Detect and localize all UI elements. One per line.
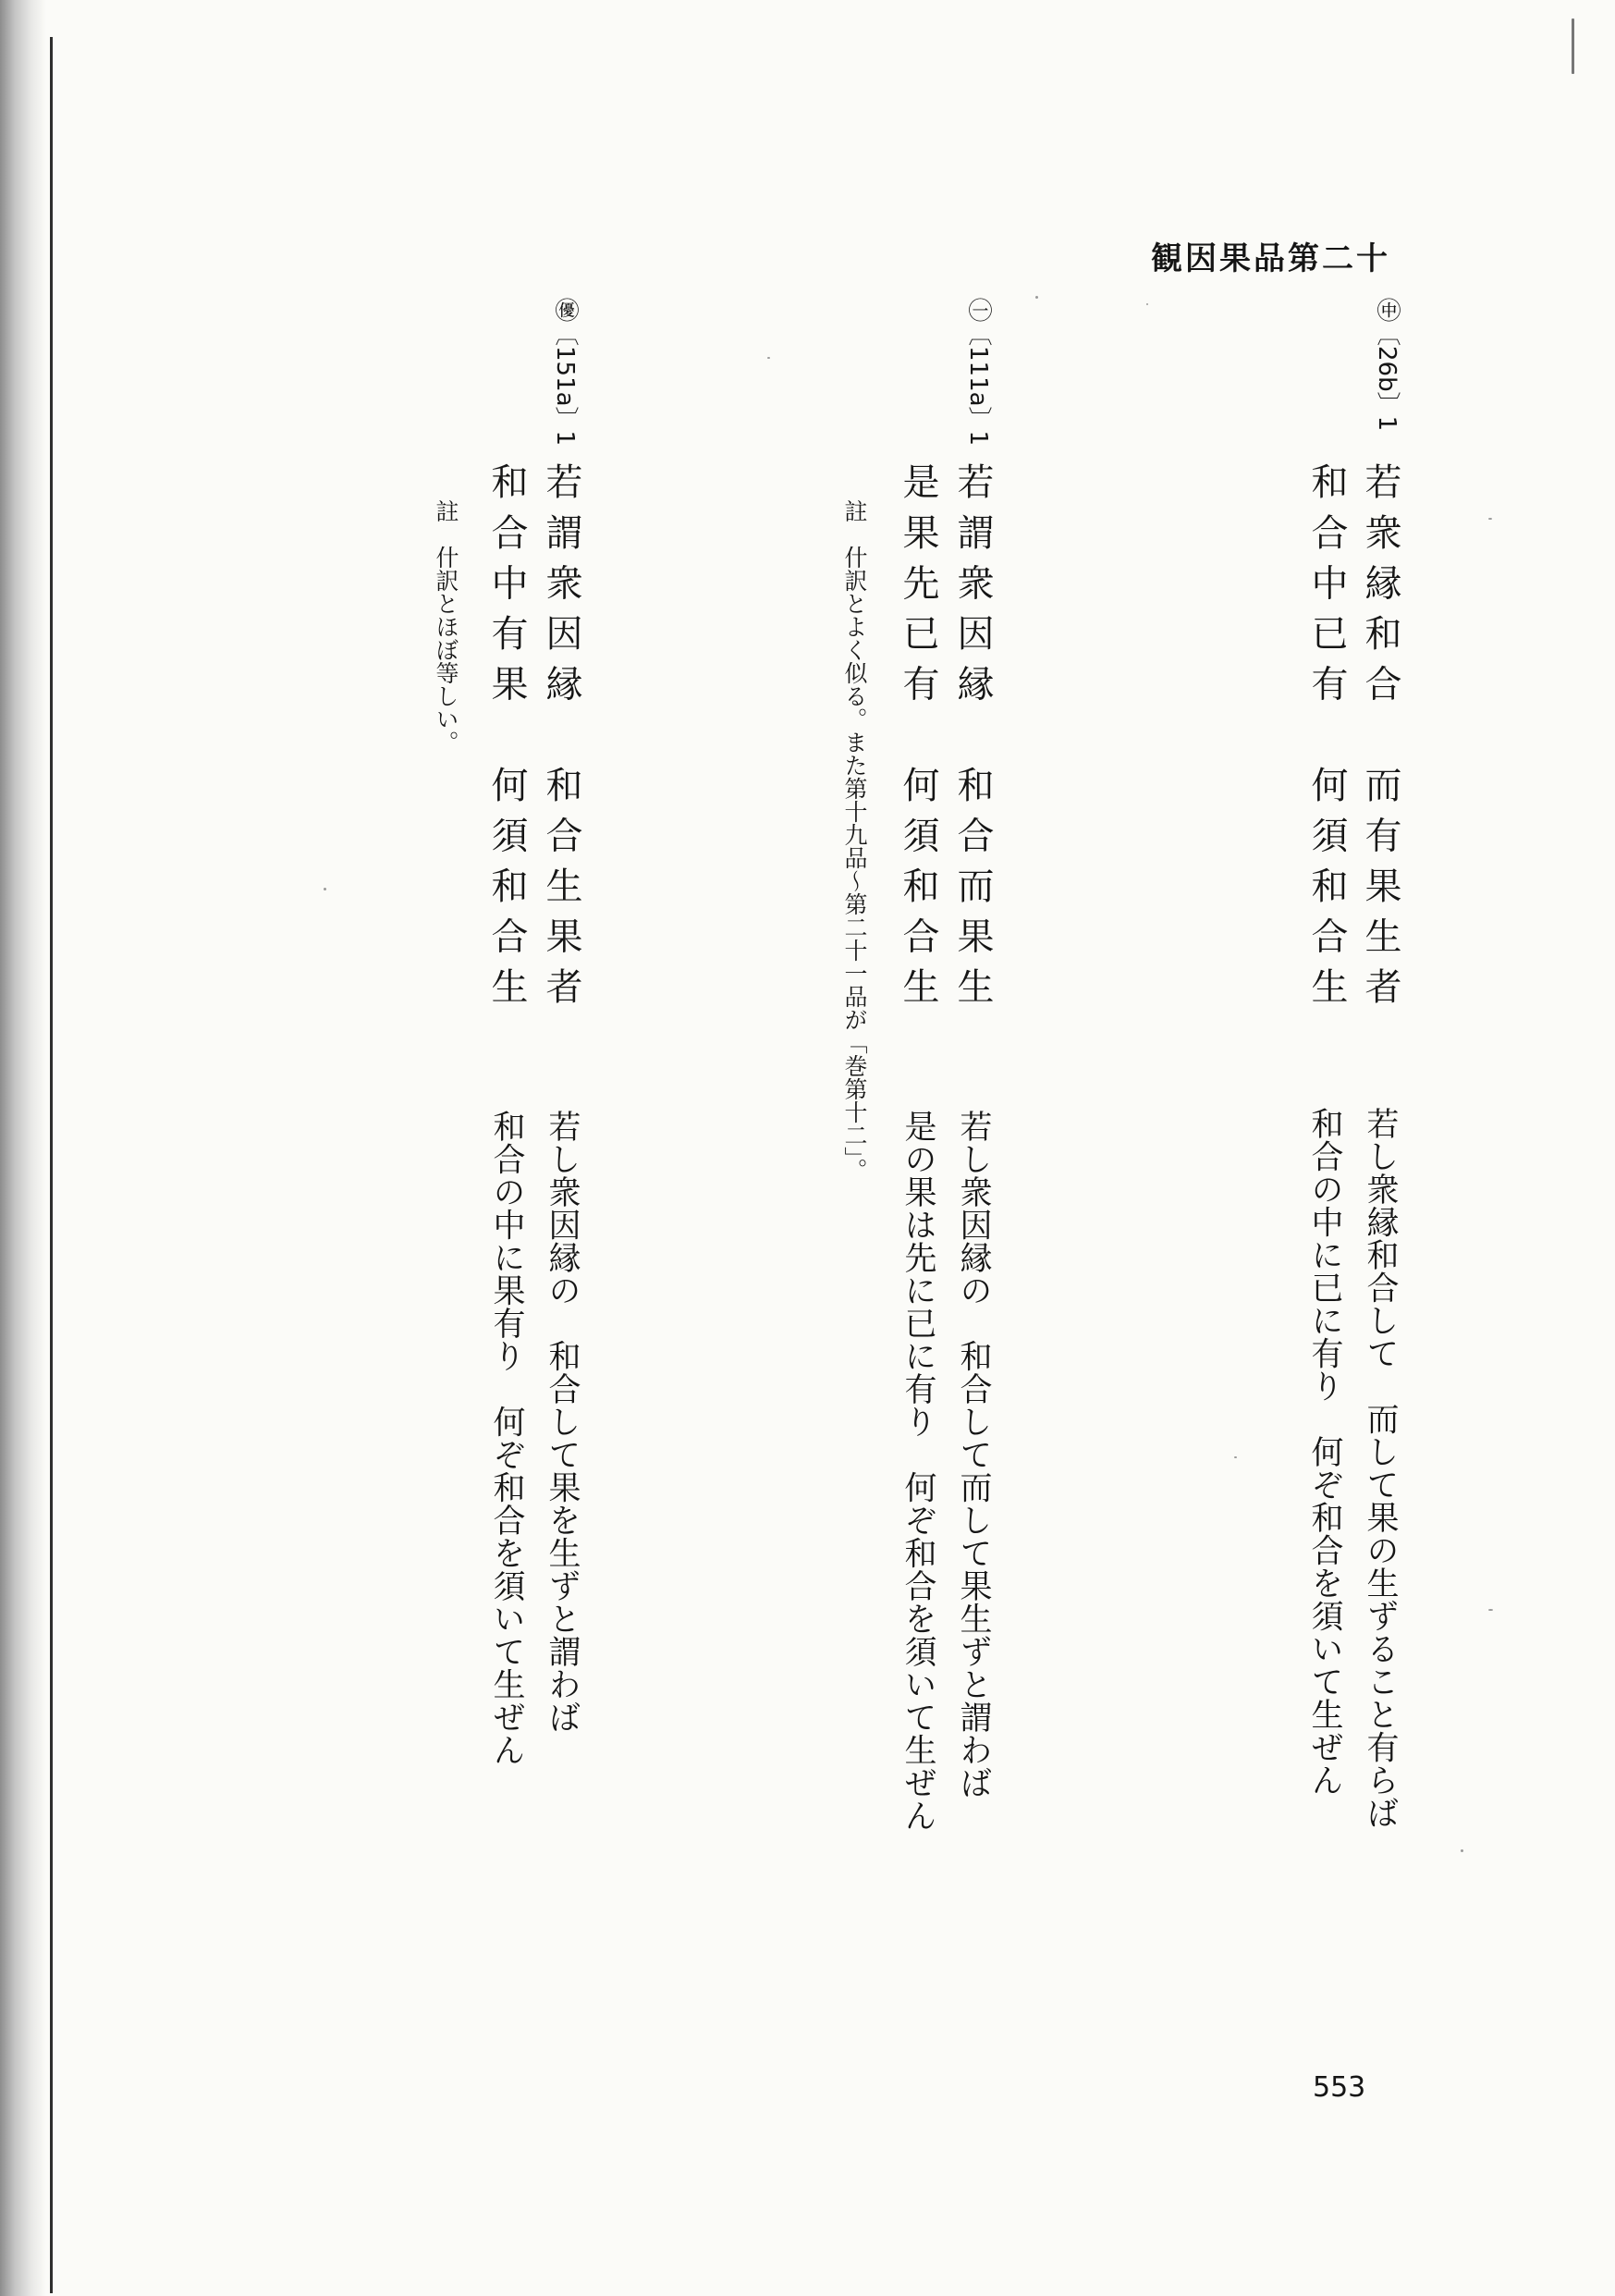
page-number: 553 [1313, 2071, 1366, 2104]
section-2-verse-line-2: 是果先已有 何須和合生 [897, 462, 939, 1018]
section-3-kundoku-line-2: 和合の中に果有り 何ぞ和合を須いて生ぜん [488, 1110, 525, 1766]
scan-mark [1572, 18, 1574, 74]
section-2-ref: ㊀〔111a〕1 [964, 298, 992, 447]
section-1-kundoku-line-1: 若し衆縁和合して 而して果の生ずること有らば [1362, 1107, 1399, 1829]
scan-speck [1488, 518, 1492, 520]
scan-speck [324, 888, 326, 890]
page-header: 観因果品第二十 [1151, 240, 1390, 277]
section-1-verse-line-2: 和合中已有 何須和合生 [1305, 462, 1348, 1018]
section-3-kundoku-line-1: 若し衆因縁の 和合して果を生ずと謂わば [544, 1110, 581, 1734]
section-2-verse-line-1: 若謂衆因縁 和合而果生 [951, 462, 994, 1018]
section-1-verse-line-1: 若衆縁和合 而有果生者 [1359, 462, 1401, 1018]
scan-speck [1146, 303, 1148, 305]
section-3-verse-line-1: 若謂衆因縁 和合生果者 [540, 462, 582, 1018]
scan-speck [1234, 1456, 1237, 1458]
section-3-ref: ㊝〔151a〕1 [551, 298, 579, 447]
section-2-note: 註 什訳とよく似る。また第十九品〜第二十一品が「巻第十二」。 [841, 499, 868, 1182]
section-1-kundoku-line-2: 和合の中に已に有り 何ぞ和合を須いて生ぜん [1306, 1107, 1343, 1797]
scan-speck [1461, 1849, 1463, 1852]
section-2-kundoku-line-1: 若し衆因縁の 和合して而して果生ずと謂わば [955, 1110, 992, 1799]
section-2-kundoku-line-2: 是の果は先に已に有り 何ぞ和合を須いて生ぜん [899, 1110, 936, 1832]
section-3-verse-line-2: 和合中有果 何須和合生 [485, 462, 528, 1018]
scan-shadow-edge [0, 0, 46, 2296]
scan-binding-line [50, 37, 53, 2293]
section-1-ref: ㊥〔26b〕1 [1373, 298, 1401, 432]
scan-speck [1488, 1609, 1493, 1611]
scan-speck [767, 357, 770, 359]
section-3-note: 註 什訳とほぼ等しい。 [433, 499, 459, 754]
scan-speck [1035, 296, 1038, 299]
